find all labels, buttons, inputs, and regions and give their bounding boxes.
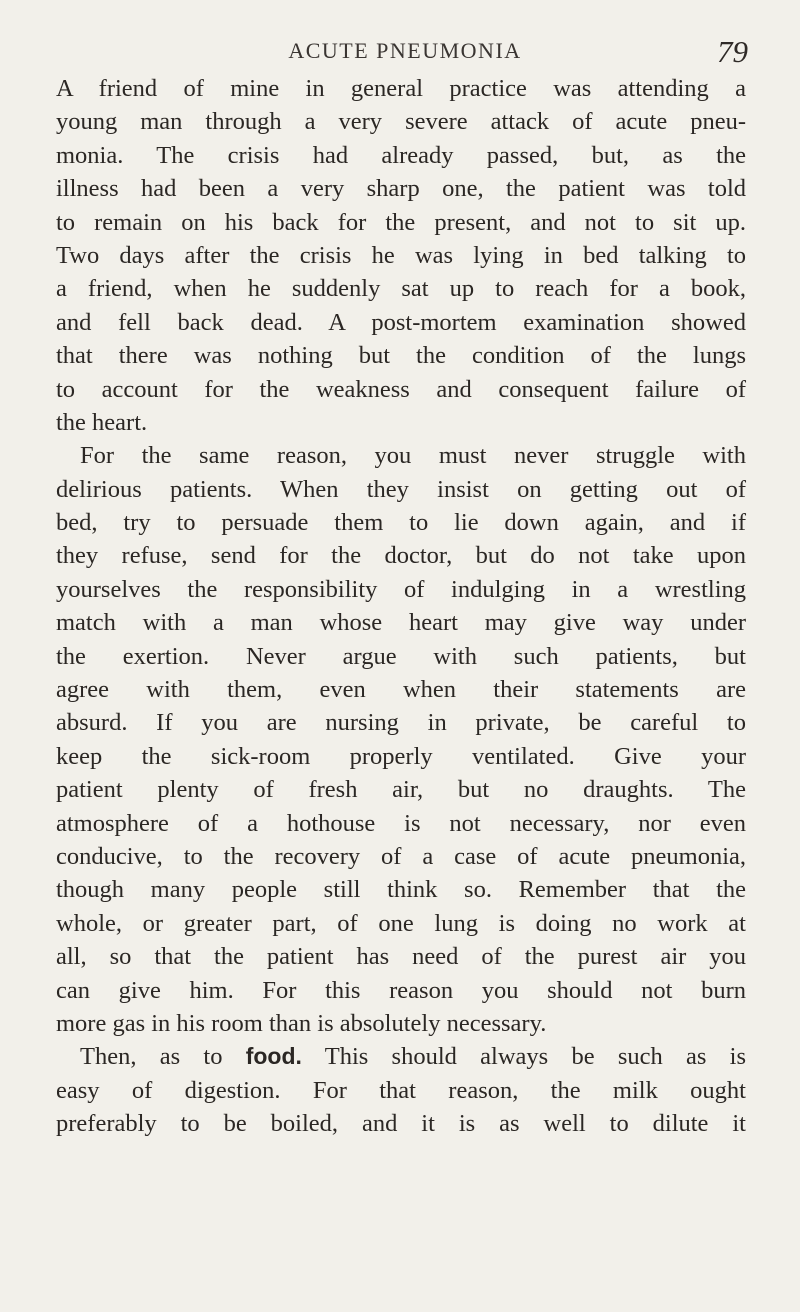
text-line: easy of digestion. For that reason, the milk ought — [56, 1076, 746, 1104]
text-line: conducive, to the recovery of a case of acute pneumonia, — [56, 842, 746, 870]
text-line: keep the sick-room properly ventilated. Give your — [56, 742, 746, 770]
text-line: preferably to be boiled, and it is as well to dilute it — [56, 1110, 746, 1138]
text-line: monia. The crisis had already passed, but, as the — [56, 141, 746, 169]
text-line: whole, or greater part, of one lung is doing no work at — [56, 909, 746, 937]
text-line — [56, 1040, 746, 1073]
text-line: they refuse, send for the doctor, but do not take upon — [56, 542, 746, 570]
text-line: the heart. — [56, 408, 148, 436]
text-line: young man through a very severe attack of acute pneu- — [56, 108, 746, 136]
text-line: though many people still think so. Remember that the — [56, 876, 746, 904]
text-line: agree with them, even when their statements are — [56, 676, 746, 704]
text-line: that there was nothing but the condition of the lungs — [56, 342, 746, 370]
text-line: absurd. If you are nursing in private, be careful to — [56, 709, 746, 737]
text-line: delirious patients. When they insist on getting out of — [56, 475, 746, 503]
text-line: all, so that the patient has need of the purest air you — [56, 943, 746, 971]
text-line: can give him. For this reason you should not burn — [56, 976, 746, 1004]
text-line: patient plenty of fresh air, but no draughts. The — [56, 776, 746, 804]
page-number: 79 — [717, 34, 748, 69]
text-line: a friend, when he suddenly sat up to reach for a book, — [56, 275, 746, 303]
emphasized-word: food. — [245, 1043, 302, 1070]
text-line: to account for the weakness and consequent failure of — [56, 375, 746, 403]
running-title: ACUTE PNEUMONIA — [288, 38, 522, 63]
text-line: illness had been a very sharp one, the patient was told — [56, 175, 746, 203]
text-line: For the same reason, you must never struggle with — [80, 442, 746, 470]
body-text — [56, 72, 746, 1141]
running-head — [60, 34, 750, 74]
text-segment: Then, as to — [80, 1043, 246, 1071]
text-line: atmosphere of a hothouse is not necessary, nor even — [56, 809, 746, 837]
text-line: more gas in his room than is absolutely necessary. — [56, 1009, 547, 1037]
text-line: the exertion. Never argue with such patients, but — [56, 642, 746, 670]
text-line: yourselves the responsibility of indulging in a wrestling — [56, 575, 746, 603]
text-segment: This should always be such as is — [301, 1043, 746, 1071]
text-line: match with a man whose heart may give way under — [56, 609, 746, 637]
text-line: to remain on his back for the present, and not to sit up. — [56, 208, 746, 236]
text-line: and fell back dead. A post-mortem examination showed — [56, 308, 746, 336]
text-line: Two days after the crisis he was lying in bed talking to — [56, 241, 746, 269]
text-line: A friend of mine in general practice was attending a — [56, 75, 746, 102]
text-line: bed, try to persuade them to lie down again, and if — [56, 509, 746, 537]
